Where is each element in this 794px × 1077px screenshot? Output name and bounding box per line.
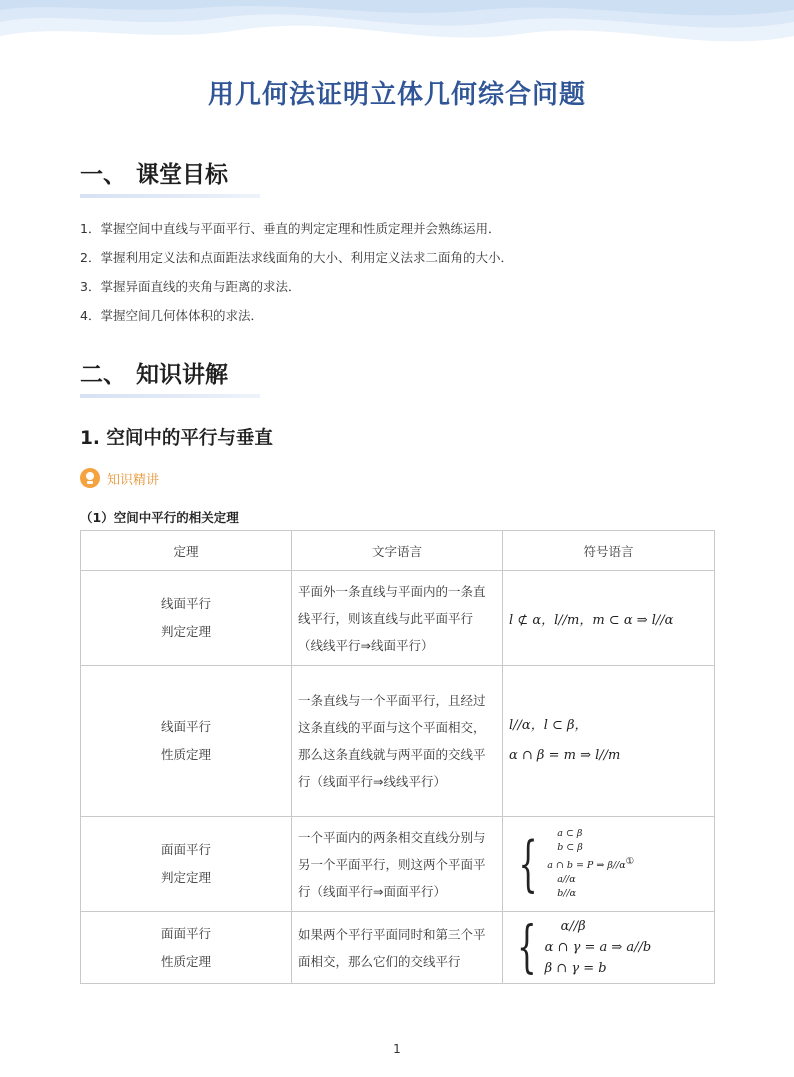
symbol-line: b//α (557, 888, 577, 900)
table-row (81, 817, 715, 912)
column-header-symbol: 符号语言 (503, 531, 715, 571)
section-underline (80, 394, 260, 398)
text-language-cell: 一个平面内的两条相交直线分别与另一个平面平行，则这两个平面平行（线面平行⇒面面平行） (292, 817, 503, 912)
left-brace: { (517, 914, 537, 980)
column-header-theorem: 定理 (81, 531, 292, 571)
symbol-system-lines (545, 916, 652, 979)
theorem-name-cell (81, 666, 292, 817)
goal-list (80, 214, 720, 330)
section-number: 一、 (80, 162, 126, 188)
knowledge-tag (80, 468, 159, 488)
section-number: 二、 (80, 362, 126, 388)
symbol-system (509, 916, 708, 979)
section-underline (80, 194, 260, 198)
table-row (81, 666, 715, 817)
symbol-language-cell (503, 666, 715, 817)
table-header-row (81, 531, 715, 571)
document-title: 用几何法证明立体几何综合问题 (207, 80, 586, 110)
column-header-text: 文字语言 (292, 531, 503, 571)
theorem-kind: 性质定理 (160, 953, 211, 969)
tag-label: 知识精讲 (107, 472, 160, 488)
symbol-line: β ∩ γ = b (544, 961, 607, 976)
text-language-cell: 平面外一条直线与平面内的一条直线平行，则该直线与此平面平行（线线平行⇒线面平行） (292, 571, 503, 666)
symbol-system-lines (547, 827, 634, 901)
left-brace: { (518, 829, 538, 899)
table-row (81, 912, 715, 984)
theorem-kind: 性质定理 (160, 747, 211, 762)
theorem-name-cell (81, 912, 292, 984)
symbol-line: α ∩ β = m ⇒ l//m (509, 748, 621, 763)
footnote-mark: ① (625, 855, 635, 867)
theorem-name: 面面平行 (160, 842, 211, 857)
goal-item: 4．掌握空间几何体体积的求法． (80, 308, 263, 323)
symbol-line: α//β (560, 919, 586, 934)
goal-item: 1．掌握空间中直线与平面平行、垂直的判定定理和性质定理并会熟练运用． (80, 221, 501, 236)
symbol-line: b ⊂ β (557, 841, 583, 853)
theorem-kind: 判定定理 (160, 624, 211, 639)
goal-item: 3．掌握异面直线的夹角与距离的求法． (80, 279, 301, 294)
theorem-name-cell (81, 817, 292, 912)
theorem-name: 面面平行 (160, 925, 211, 941)
symbol-line: α ∩ γ = a ⇒ a//b (544, 940, 652, 955)
lightbulb-icon (80, 468, 100, 488)
symbol-language-cell (503, 571, 715, 666)
theorem-table (80, 530, 715, 984)
section-heading-goals (80, 156, 228, 189)
symbol-system (509, 827, 708, 901)
symbol-line: l ⊄ α，l//m，m ⊂ α ⇒ l//α (509, 612, 674, 628)
section-heading-knowledge (80, 356, 228, 389)
text-language-cell: 如果两个平行平面同时和第三个平面相交，那么它们的交线平行 (292, 912, 503, 984)
subsection-title: 1. 空间中的平行与垂直 (80, 428, 273, 449)
symbol-line: a ⊂ β (557, 827, 583, 839)
section-title: 知识讲解 (136, 362, 228, 388)
text-language-cell: 一条直线与一个平面平行，且经过这条直线的平面与这个平面相交，那么这条直线就与两平面的交线平行（线面平行⇒线线平行） (292, 666, 503, 817)
page-number: 1 (393, 1042, 401, 1056)
theorem-name: 线面平行 (160, 596, 211, 611)
section-title: 课堂目标 (136, 162, 228, 188)
table-row (81, 571, 715, 666)
symbol-line: a//α (557, 874, 576, 886)
symbol-language-cell (503, 817, 715, 912)
symbol-line-text: a ∩ b = P ⇒ β//α (547, 860, 626, 872)
symbol-language-cell (503, 912, 715, 984)
theorem-name-cell (81, 571, 292, 666)
theorem-kind: 判定定理 (160, 870, 211, 885)
goal-item: 2．掌握利用定义法和点面距法求线面角的大小、利用定义法求二面角的大小． (80, 250, 513, 265)
symbol-line: l//α，l ⊂ β， (509, 718, 588, 733)
table-caption: （1）空间中平行的相关定理 (80, 510, 239, 525)
header-wave-band (0, 0, 794, 60)
theorem-name: 线面平行 (160, 719, 211, 734)
symbol-line (547, 855, 634, 873)
